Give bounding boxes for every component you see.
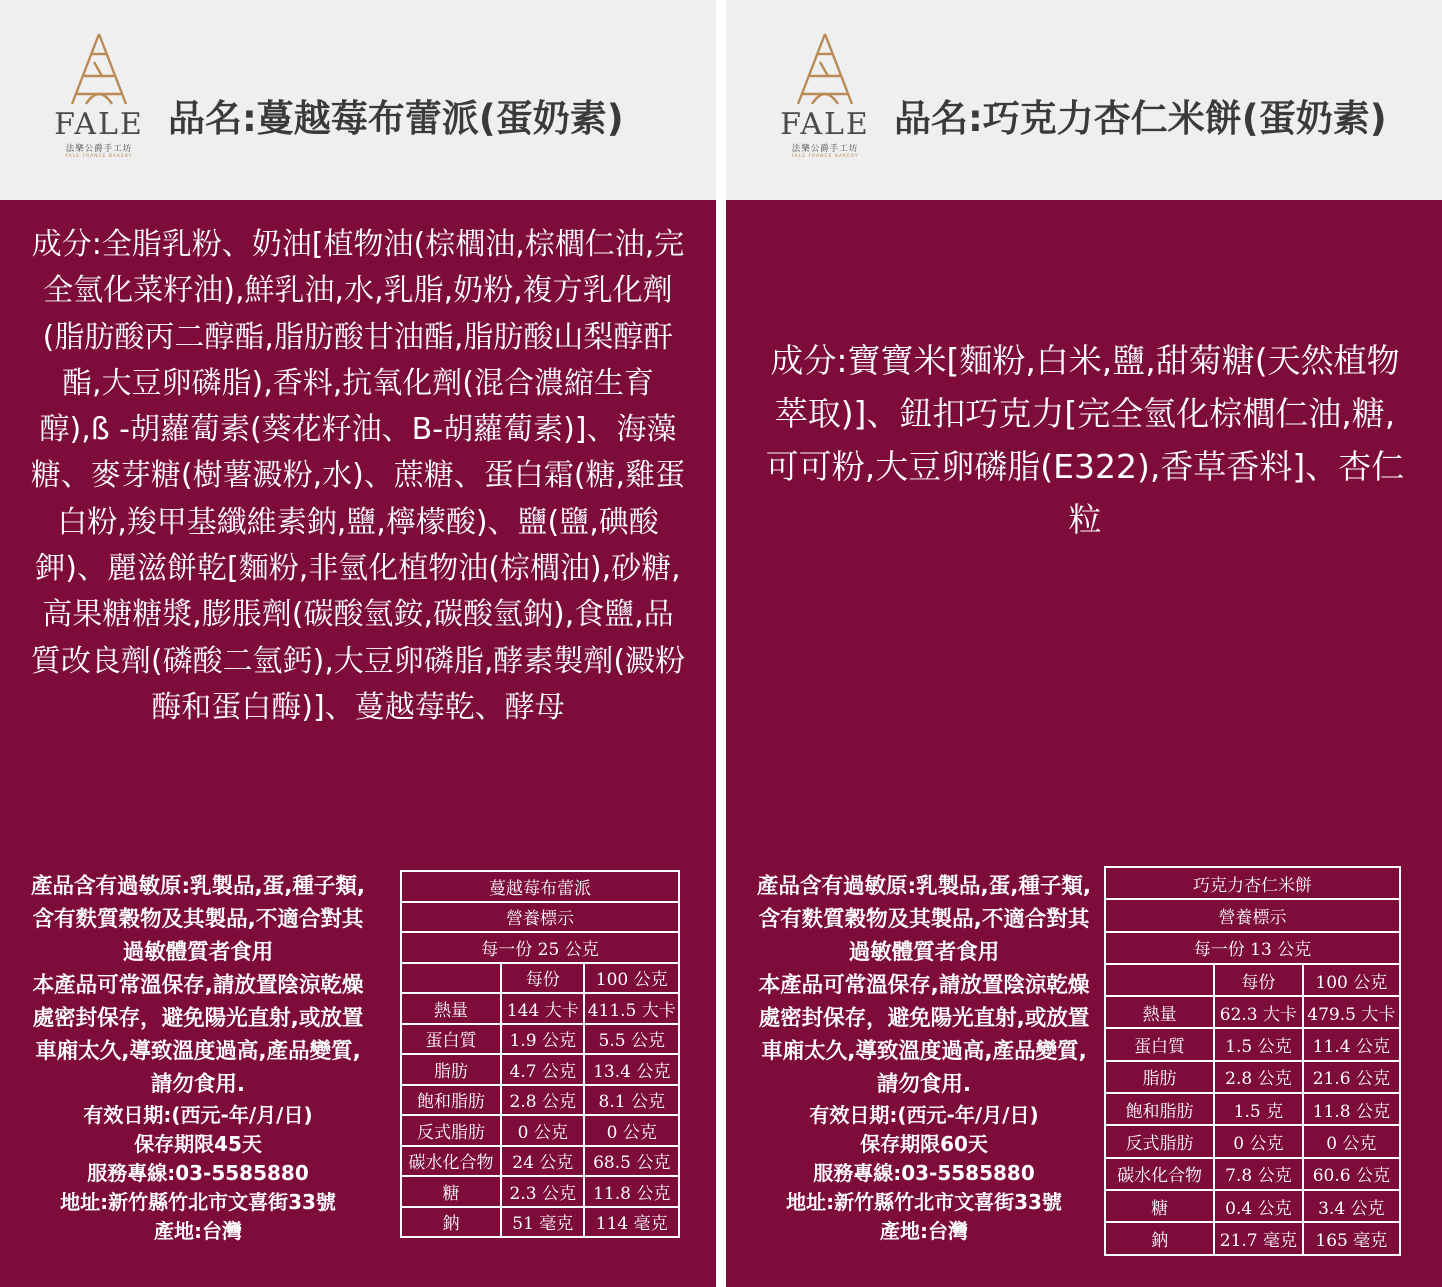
per-serving-header: 每份 bbox=[1214, 964, 1303, 996]
table-row bbox=[401, 1207, 679, 1238]
table-row bbox=[1105, 1061, 1400, 1093]
brand-wordmark: FALE bbox=[54, 107, 144, 142]
nutrient-name: 鈉 bbox=[401, 1207, 501, 1238]
per-serving-value: 51 毫克 bbox=[501, 1207, 584, 1238]
nutrition-header-row bbox=[401, 963, 679, 994]
per-100g-value: 411.5 大卡 bbox=[584, 993, 679, 1024]
table-row bbox=[401, 1024, 679, 1055]
nutrient-name: 飽和脂肪 bbox=[401, 1085, 501, 1116]
serving-size: 每一份 25 公克 bbox=[401, 932, 679, 963]
per-100g-header: 100 公克 bbox=[584, 963, 679, 994]
per-100g-value: 479.5 大卡 bbox=[1303, 996, 1400, 1028]
per-serving-value: 0 公克 bbox=[501, 1115, 584, 1146]
per-serving-value: 4.7 公克 bbox=[501, 1054, 584, 1085]
brand-logo bbox=[46, 32, 152, 172]
per-100g-value: 11.8 公克 bbox=[584, 1176, 679, 1207]
header-empty-cell bbox=[401, 963, 501, 994]
per-serving-value: 2.3 公克 bbox=[501, 1176, 584, 1207]
allergen-notice: 產品含有過敏原:乳製品,蛋,種子類,含有麩質穀物及其製品,不適合對其過敏體質者食用 bbox=[756, 874, 1092, 965]
per-100g-header: 100 公克 bbox=[1303, 964, 1400, 996]
nutrient-name: 碳水化合物 bbox=[401, 1146, 501, 1177]
product-info bbox=[754, 870, 1094, 1246]
nutrition-header-row bbox=[1105, 964, 1400, 996]
table-row bbox=[1105, 1158, 1400, 1190]
nutrient-name: 脂肪 bbox=[1105, 1061, 1214, 1093]
per-100g-value: 11.8 公克 bbox=[1303, 1093, 1400, 1125]
brand-logo bbox=[772, 32, 878, 172]
nutrient-name: 糖 bbox=[401, 1176, 501, 1207]
address: 地址:新竹縣竹北市文喜街33號 bbox=[786, 1190, 1062, 1214]
table-row bbox=[401, 993, 679, 1024]
brand-wordmark: FALE bbox=[780, 107, 870, 142]
per-serving-value: 144 大卡 bbox=[501, 993, 584, 1024]
per-100g-value: 13.4 公克 bbox=[584, 1054, 679, 1085]
product-name: 品名:蔓越莓布蕾派(蛋奶素) bbox=[168, 97, 624, 140]
nutrition-table bbox=[1104, 866, 1401, 1256]
brand-tagline: FALE FRANCE BAKERY bbox=[791, 154, 859, 159]
product-label-chocolate bbox=[726, 0, 1442, 1287]
label-header bbox=[726, 0, 1442, 200]
per-serving-value: 2.8 公克 bbox=[1214, 1061, 1303, 1093]
brand-subtitle: 法樂公爵手工坊 bbox=[65, 144, 133, 154]
ingredients-text: 成分:全脂乳粉、奶油[植物油(棕櫚油,棕櫚仁油,完全氫化菜籽油),鮮乳油,水,乳脂,奶粉,複方乳化劑(脂肪酸丙二醇酯,脂肪酸甘油酯,脂肪酸山梨醇酐酯,大豆卵磷脂),香料,抗氧化劑(混合濃縮生育醇),ß -胡蘿蔔素(葵花籽油、B-胡蘿蔔素)]、海藻糖、麥芽糖(樹薯澱粉,水)、蔗糖、蛋白霜(糖,雞蛋白粉,羧甲基纖維素鈉,鹽,檸檬酸)、鹽(鹽,碘酸鉀)、麗滋餅乾[麵粉,非氫化植物油(棕櫚油),砂糖,高果糖糖漿,膨脹劑(碳酸氫銨,碳酸氫鈉),食鹽,品質改良劑(磷酸二氫鈣),大豆卵磷脂,酵素製劑(澱粉酶和蛋白酶)]、蔓越莓乾、酵母 bbox=[30, 227, 686, 725]
ingredients-text: 成分:寶寶米[麵粉,白米,鹽,甜菊糖(天然植物萃取)]、鈕扣巧克力[完全氫化棕櫚仁油,糖,可可粉,大豆卵磷脂(E322),香草香料]、杏仁粒 bbox=[765, 341, 1405, 539]
per-100g-value: 21.6 公克 bbox=[1303, 1061, 1400, 1093]
nutrient-name: 蛋白質 bbox=[401, 1024, 501, 1055]
per-100g-value: 60.6 公克 bbox=[1303, 1158, 1400, 1190]
per-100g-value: 5.5 公克 bbox=[584, 1024, 679, 1055]
per-100g-value: 0 公克 bbox=[584, 1115, 679, 1146]
nutrient-name: 脂肪 bbox=[401, 1054, 501, 1085]
per-100g-value: 11.4 公克 bbox=[1303, 1028, 1400, 1060]
per-serving-value: 7.8 公克 bbox=[1214, 1158, 1303, 1190]
origin: 產地:台灣 bbox=[154, 1219, 242, 1243]
label-header bbox=[0, 0, 716, 200]
nutrient-name: 鈉 bbox=[1105, 1222, 1214, 1254]
nutrient-name: 熱量 bbox=[1105, 996, 1214, 1028]
storage-notice: 本產品可常溫保存,請放置陰涼乾燥處密封保存，避免陽光直射,或放置車廂太久,導致溫度過高,產品變質,請勿食用. bbox=[32, 973, 364, 1097]
nutrition-table bbox=[400, 870, 680, 1238]
service-hotline: 服務專線:03-5585880 bbox=[813, 1161, 1035, 1185]
per-serving-value: 1.5 公克 bbox=[1214, 1028, 1303, 1060]
table-row bbox=[401, 1146, 679, 1177]
expiry-date: 有效日期:(西元-年/月/日) bbox=[83, 1103, 313, 1127]
nutrient-name: 糖 bbox=[1105, 1190, 1214, 1222]
per-serving-value: 0 公克 bbox=[1214, 1125, 1303, 1157]
per-serving-value: 2.8 公克 bbox=[501, 1085, 584, 1116]
table-row bbox=[1105, 1222, 1400, 1254]
table-row bbox=[401, 1115, 679, 1146]
address: 地址:新竹縣竹北市文喜街33號 bbox=[60, 1190, 336, 1214]
label-panel bbox=[726, 200, 1442, 1287]
table-row bbox=[401, 1085, 679, 1116]
per-serving-header: 每份 bbox=[501, 963, 584, 994]
brand-subtitle: 法樂公爵手工坊 bbox=[791, 144, 859, 154]
label-panel bbox=[0, 200, 716, 1287]
per-serving-value: 0.4 公克 bbox=[1214, 1190, 1303, 1222]
per-serving-value: 21.7 毫克 bbox=[1214, 1222, 1303, 1254]
per-serving-value: 1.9 公克 bbox=[501, 1024, 584, 1055]
per-100g-value: 165 毫克 bbox=[1303, 1222, 1400, 1254]
table-row bbox=[1105, 1190, 1400, 1222]
per-100g-value: 114 毫克 bbox=[584, 1207, 679, 1238]
product-label-cranberry bbox=[0, 0, 716, 1287]
service-hotline: 服務專線:03-5585880 bbox=[87, 1161, 309, 1185]
shelf-life: 保存期限45天 bbox=[134, 1132, 262, 1156]
nutrient-name: 反式脂肪 bbox=[401, 1115, 501, 1146]
storage-notice: 本產品可常溫保存,請放置陰涼乾燥處密封保存，避免陽光直射,或放置車廂太久,導致溫度過高,產品變質,請勿食用. bbox=[758, 973, 1090, 1097]
expiry-date: 有效日期:(西元-年/月/日) bbox=[809, 1103, 1039, 1127]
nutrient-name: 熱量 bbox=[401, 993, 501, 1024]
allergen-notice: 產品含有過敏原:乳製品,蛋,種子類,含有麩質穀物及其製品,不適合對其過敏體質者食用 bbox=[30, 874, 366, 965]
header-empty-cell bbox=[1105, 964, 1214, 996]
per-100g-value: 0 公克 bbox=[1303, 1125, 1400, 1157]
nutrient-name: 碳水化合物 bbox=[1105, 1158, 1214, 1190]
serving-size: 每一份 13 公克 bbox=[1105, 932, 1400, 964]
shelf-life: 保存期限60天 bbox=[860, 1132, 988, 1156]
per-100g-value: 8.1 公克 bbox=[584, 1085, 679, 1116]
origin: 產地:台灣 bbox=[880, 1219, 968, 1243]
table-row bbox=[1105, 1125, 1400, 1157]
brand-tagline: FALE FRANCE BAKERY bbox=[65, 154, 133, 159]
per-serving-value: 62.3 大卡 bbox=[1214, 996, 1303, 1028]
table-row bbox=[1105, 1093, 1400, 1125]
product-info bbox=[28, 870, 368, 1246]
per-serving-value: 24 公克 bbox=[501, 1146, 584, 1177]
table-row bbox=[401, 1176, 679, 1207]
table-row bbox=[1105, 1028, 1400, 1060]
nutrition-product-title: 蔓越莓布蕾派 bbox=[401, 871, 679, 902]
per-100g-value: 68.5 公克 bbox=[584, 1146, 679, 1177]
per-100g-value: 3.4 公克 bbox=[1303, 1190, 1400, 1222]
nutrient-name: 蛋白質 bbox=[1105, 1028, 1214, 1060]
nutrition-heading: 營養標示 bbox=[1105, 899, 1400, 931]
table-row bbox=[401, 1054, 679, 1085]
nutrient-name: 飽和脂肪 bbox=[1105, 1093, 1214, 1125]
table-row bbox=[1105, 996, 1400, 1028]
nutrition-heading: 營養標示 bbox=[401, 902, 679, 933]
eiffel-tower-icon bbox=[64, 32, 134, 106]
nutrition-product-title: 巧克力杏仁米餅 bbox=[1105, 867, 1400, 899]
product-name: 品名:巧克力杏仁米餅(蛋奶素) bbox=[894, 97, 1387, 140]
nutrient-name: 反式脂肪 bbox=[1105, 1125, 1214, 1157]
eiffel-tower-icon bbox=[790, 32, 860, 106]
per-serving-value: 1.5 克 bbox=[1214, 1093, 1303, 1125]
